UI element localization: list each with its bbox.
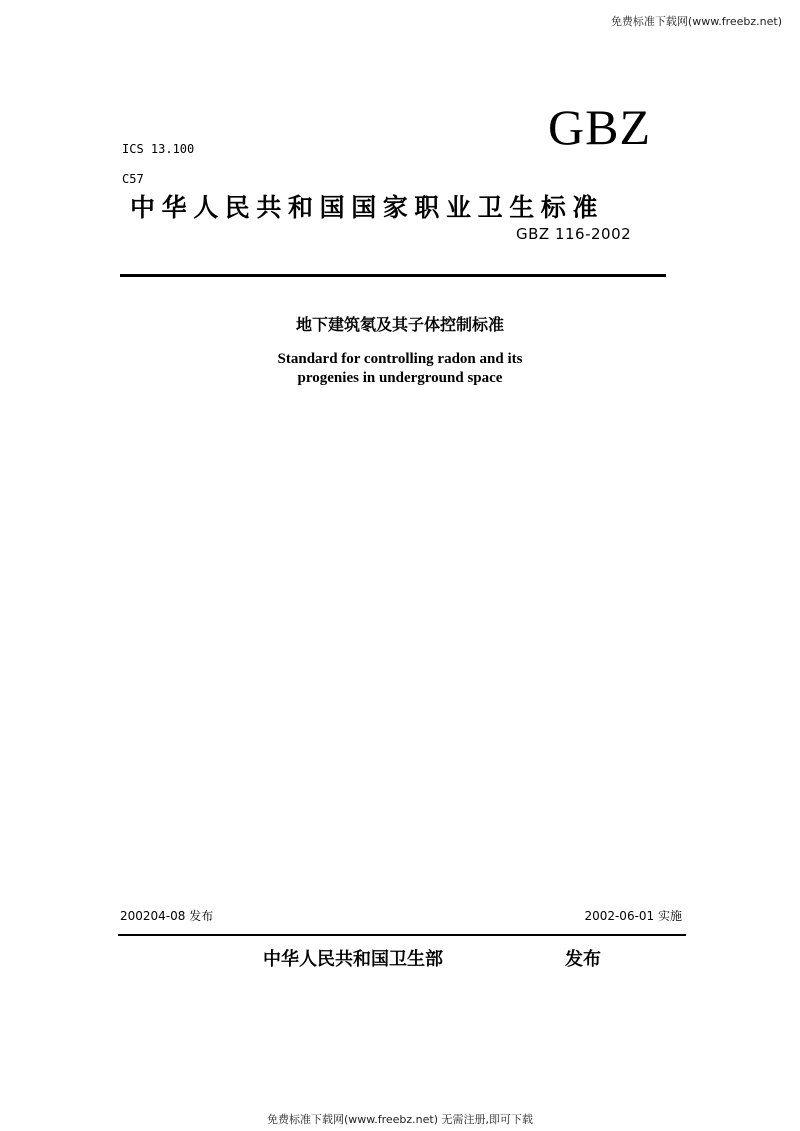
english-title-line-1: Standard for controlling radon and its	[277, 351, 523, 367]
issued-label: 发布	[565, 949, 601, 970]
document-title-chinese: 地下建筑氡及其子体控制标准	[295, 315, 504, 334]
implementation-date: 2002-06-01 实施	[584, 909, 682, 923]
issue-date: 200204-08 发布	[120, 909, 214, 923]
watermark-top: 免费标准下载网(www.freebz.net)	[610, 15, 782, 28]
issuing-authority: 中华人民共和国卫生部	[263, 949, 443, 970]
classification-code: C57	[122, 172, 144, 186]
ics-code: ICS 13.100	[122, 142, 195, 156]
gbz-logo: GBZ	[548, 99, 651, 155]
english-title-line-2: progenies in underground space	[297, 370, 503, 386]
watermark-bottom: 免费标准下载网(www.freebz.net) 无需注册,即可下载	[266, 1113, 534, 1126]
standard-number: GBZ 116-2002	[516, 225, 632, 243]
standard-type-title: 中华人民共和国国家职业卫生标准	[130, 193, 605, 222]
document-title-english	[0, 350, 800, 388]
footer-divider	[118, 934, 686, 936]
header-divider	[120, 274, 666, 277]
